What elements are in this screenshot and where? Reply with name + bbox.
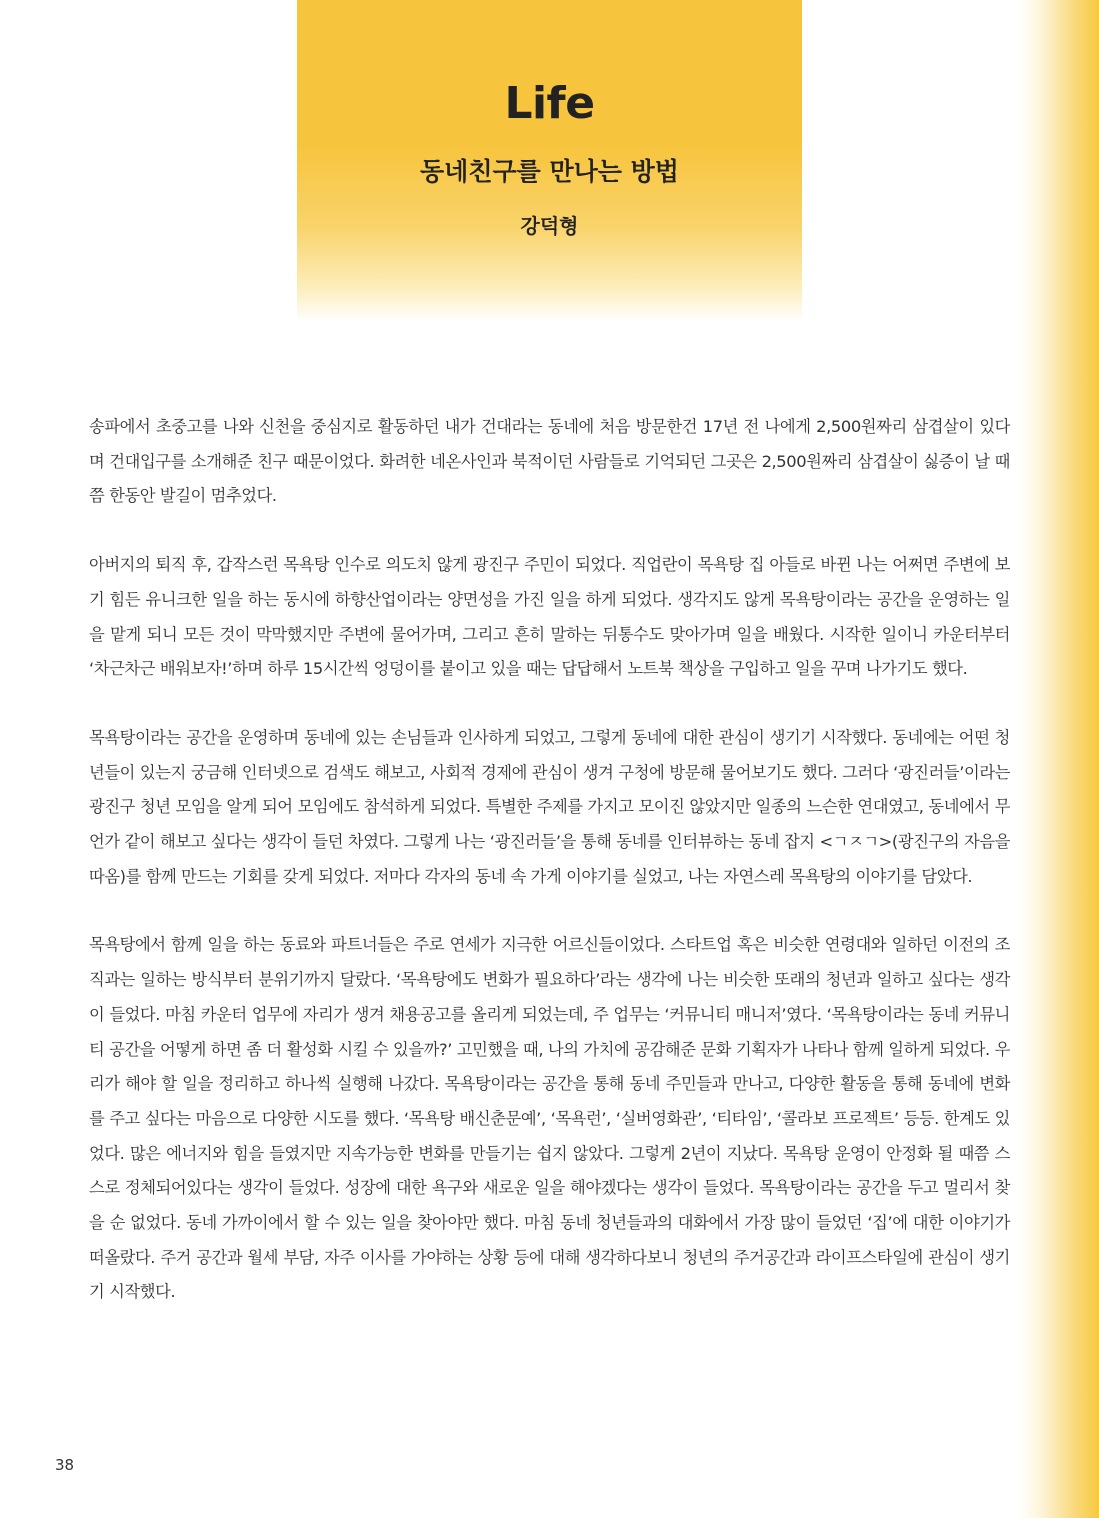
author-name: 강덕형 [520, 214, 579, 238]
page-number: 38 [55, 1456, 75, 1474]
paragraph: 목욕탕이라는 공간을 운영하며 동네에 있는 손님들과 인사하게 되었고, 그렇게 동네에 대한 관심이 생기기 시작했다. 동네에는 어떤 청년들이 있는지 궁금해 인터넷으로 검색도 해보고, 사회적 경제에 관심이 생겨 구청에 방문해 물어보기도 했다. 그러다 ‘광진러들’이라는 광진구 청년 모임을 알게 되어 모임에도 참석하게 되었다. 특별한 주제를 가지고 모이진 않았지만 일종의 느슨한 연대였고, 동네에서 무언가 같이 해보고 싶다는 생각이 들던 차였다. 그렇게 나는 ‘광진러들’을 통해 동네를 인터뷰하는 동네 잡지 <ㄱㅈㄱ>(광진구의 자음을 따옴)를 함께 만드는 기회를 갖게 되었다. 저마다 각자의 동네 속 가게 이야기를 실었고, 나는 자연스레 목욕탕의 이야기를 담았다. [89, 727, 1010, 886]
paragraph: 송파에서 초중고를 나와 신천을 중심지로 활동하던 내가 건대라는 동네에 처음 방문한건 17년 전 나에게 2,500원짜리 삼겹살이 있다며 건대입구를 소개해준 친구 때문이었다. 화려한 네온사인과 북적이던 사람들로 기억되던 그곳은 2,500원짜리 삼겹살이 싫증이 날 때 쯤 한동안 발길이 멈추었다. [89, 417, 1010, 506]
paragraph: 아버지의 퇴직 후, 갑작스런 목욕탕 인수로 의도치 않게 광진구 주민이 되었다. 직업란이 목욕탕 집 아들로 바뀐 나는 어쩌면 주변에 보기 힘든 유니크한 일을 하는 동시에 하향산업이라는 양면성을 가진 일을 하게 되었다. 생각지도 않게 목욕탕이라는 공간을 운영하는 일을 맡게 되니 모든 것이 막막했지만 주변에 물어가며, 그리고 흔히 말하는 뒤통수도 맞아가며 일을 배웠다. 시작한 일이니 카운터부터 ‘차근차근 배워보자!’하며 하루 15시간씩 엉덩이를 붙이고 있을 때는 답답해서 노트북 책상을 구입하고 일을 꾸며 나가기도 했다. [89, 555, 1010, 679]
paragraph: 목욕탕에서 함께 일을 하는 동료와 파트너들은 주로 연세가 지극한 어르신들이었다. 스타트업 혹은 비슷한 연령대와 일하던 이전의 조직과는 일하는 방식부터 분위기까지 달랐다. ‘목욕탕에도 변화가 필요하다’라는 생각에 나는 비슷한 또래의 청년과 일하고 싶다는 생각이 들었다. 마침 카운터 업무에 자리가 생겨 채용공고를 올리게 되었는데, 주 업무는 ‘커뮤니티 매니저’였다. ‘목욕탕이라는 동네 커뮤니티 공간을 어떻게 하면 좀 더 활성화 시킬 수 있을까?’ 고민했을 때, 나의 가치에 공감해준 문화 기획자가 나타나 함께 일하게 되었다. 우리가 해야 할 일을 정리하고 하나씩 실행해 나갔다. 목욕탕이라는 공간을 통해 동네 주민들과 만나고, 다양한 활동을 통해 동네에 변화를 주고 싶다는 마음으로 다양한 시도를 했다. ‘목욕탕 배신춘문예’, ‘목욕런’, ‘실버영화관’, ‘티타임’, ‘콜라보 프로젝트’ 등등. 한계도 있었다. 많은 에너지와 힘을 들였지만 지속가능한 변화를 만들기는 쉽지 않았다. 그렇게 2년이 지났다. 목욕탕 운영이 안정화 될 때쯤 스스로 정체되어있다는 생각이 들었다. 성장에 대한 욕구와 새로운 일을 해야겠다는 생각이 들었다. 목욕탕이라는 공간을 두고 멀리서 찾을 순 없었다. 동네 가까이에서 할 수 있는 일을 찾아야만 했다. 마침 동네 청년들과의 대화에서 가장 많이 들었던 ‘집’에 대한 이야기가 떠올랐다. 주거 공간과 월세 부담, 자주 이사를 가야하는 상황 등에 대해 생각하다보니 청년의 주거공간과 라이프스타일에 관심이 생기기 시작했다. [89, 935, 1010, 1302]
side-gradient-bar [1019, 0, 1099, 1518]
article-body [89, 410, 1010, 1344]
section-title: Life [504, 78, 595, 129]
header-banner [297, 0, 802, 322]
article-title: 동네친구를 만나는 방법 [420, 157, 679, 186]
